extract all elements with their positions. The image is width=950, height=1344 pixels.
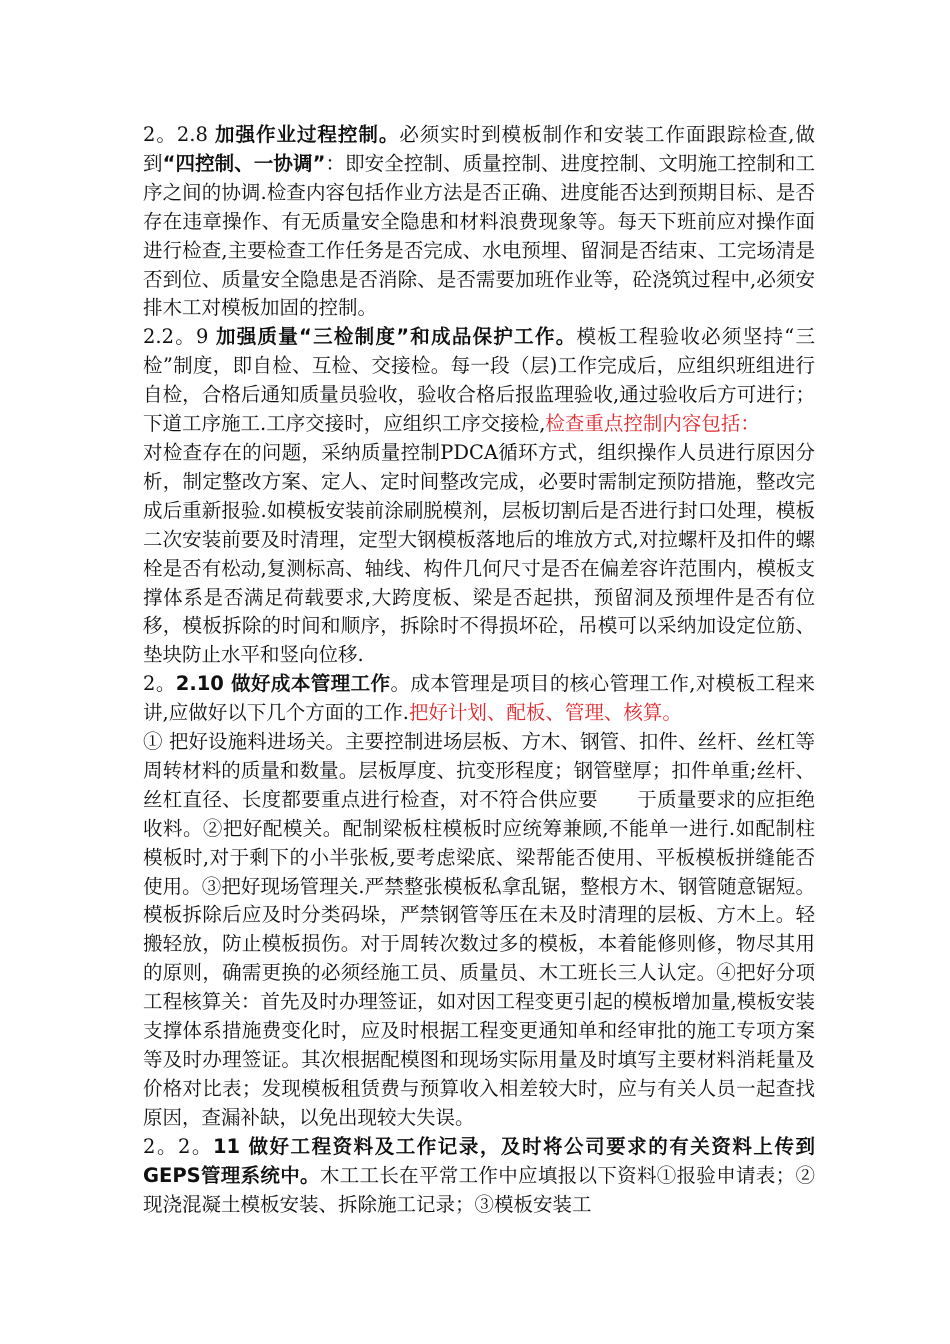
section-number: 2。2.8 [143,123,216,146]
section-heading: 11 做好工程资料及工作记录，及时将公司要求的有关资料上传到GEPS管理系统中。 [143,1134,815,1187]
cost-control-paragraph [143,728,815,1133]
body-text: 必须实时到模板制作和安装工作面跟踪检查,做到 [143,123,815,175]
section-heading: 加强质量“三检制度”和成品保护工作。 [215,325,577,349]
section-number: 2.2。9 [143,325,216,349]
section-heading: 2.10 做好成本管理工作 [175,672,391,696]
section-2-2-9 [143,323,815,439]
body-text: 模板工程验收必须坚持“三检”制度，即自检、互检、交接检。每一段（层)工作完成后，应组织班组进行自检，合格后通知质量员验收，验收合格后报监理验收,通过验收后方可进行；下道工序施工.工序交接时，应组织工序交接检, [143,325,815,436]
section-heading: 加强作业过程控制。 [215,123,400,146]
inspection-paragraph [143,439,815,670]
section-number: 2。 [143,672,176,696]
highlighted-text: 检查重点控制内容包括： [545,412,760,436]
body-text: 。成本管理是项目的核心管理工作,对模板工程来讲,应做好以下几个方面的工作. [143,672,815,725]
section-2-2-10 [143,670,815,728]
section-number: 2。2。 [143,1134,213,1158]
body-text: 木工工长在平常工作中应填报以下资料①报验申请表；②现浇混凝土模板安装、拆除施工记录；③模板安装工 [143,1163,815,1216]
bold-phrase: “四控制、一协调” [162,151,326,175]
body-text: 对检查存在的问题，采纳质量控制PDCA循环方式，组织操作人员进行原因分析，制定整改方案、定人、定时间整改完成，必要时需制定预防措施，整改完成后重新报验.如模板安装前涂刷脱模剂，层板切割后是否进行封口处理，模板二次安装前要及时清理，定型大钢模板落地后的堆放方式,对拉螺杆及扣件的螺栓是否有松动,复测标高、轴线、构件几何尺寸是否在偏差容许范围内，模板支撑体系是否满足荷载要求,大跨度板、梁是否起拱，预留洞及预埋件是否有位移，模板拆除的时间和顺序，拆除时不得损坏砼，吊模可以采纳加设定位筋、垫块防止水平和竖向位移. [143,440,815,667]
overlapping-glyphs: 应要 [558,787,598,811]
highlighted-text: 把好计划、配板、管理、核算。 [408,701,682,725]
body-text: ：即安全控制、质量控制、进度控制、文明施工控制和工序之间的协调.检查内容包括作业方法是否正确、进度能否达到预期目标、是否存在违章操作、有无质量安全隐患和材料浪费现象等。每天下班前应对操作面进行检查,主要检查工作任务是否完成、水电预埋、留洞是否结束、工完场清是否到位、质量安全隐患是否消除、是否需要加班作业等，砼浇筑过程中,必须安排木工对模板加固的控制。 [143,151,815,320]
document-body [143,121,815,1219]
body-text: ① 把好设施料进场关。主要控制进场层板、方木、钢管、扣件、丝杆、丝杠等周转材料的质量和数量。层板厚度、抗变形程度；钢管壁厚；扣件单重;丝杆、丝杠直径、长度都要重点进行检查，对不符合供 [143,730,815,811]
body-text: 于质量要求的应拒绝收料。②把好配模关。配制梁板柱模板时应统筹兼顾,不能单一进行.如配制柱模板时,对于剩下的小半张板,要考虑梁底、梁帮能否使用、平板模板拼缝能否使用。③把好现场管理关.严禁整张模板私拿乱锯，整根方木、钢管随意锯短。模板拆除后应及时分类码垛，严禁钢管等压在未及时清理的层板、方木上。轻搬轻放，防止模板损伤。对于周转次数过多的模板，本着能修则修，物尽其用的原则，确需更换的必须经施工员、质量员、木工班长三人认定。④把好分项工程核算关：首先及时办理签证，如对因工程变更引起的模板增加量,模板安装支撑体系措施费变化时，应及时根据工程变更通知单和经审批的施工专项方案等及时办理签证。其次根据配模图和现场实际用量及时填写主要材料消耗量及价格对比表；发现模板租赁费与预算收入相差较大时，应与有关人员一起查找原因，查漏补缺，以免出现较大失误。 [143,787,815,1129]
section-2-2-11 [143,1133,815,1220]
section-2-2-8 [143,121,815,323]
